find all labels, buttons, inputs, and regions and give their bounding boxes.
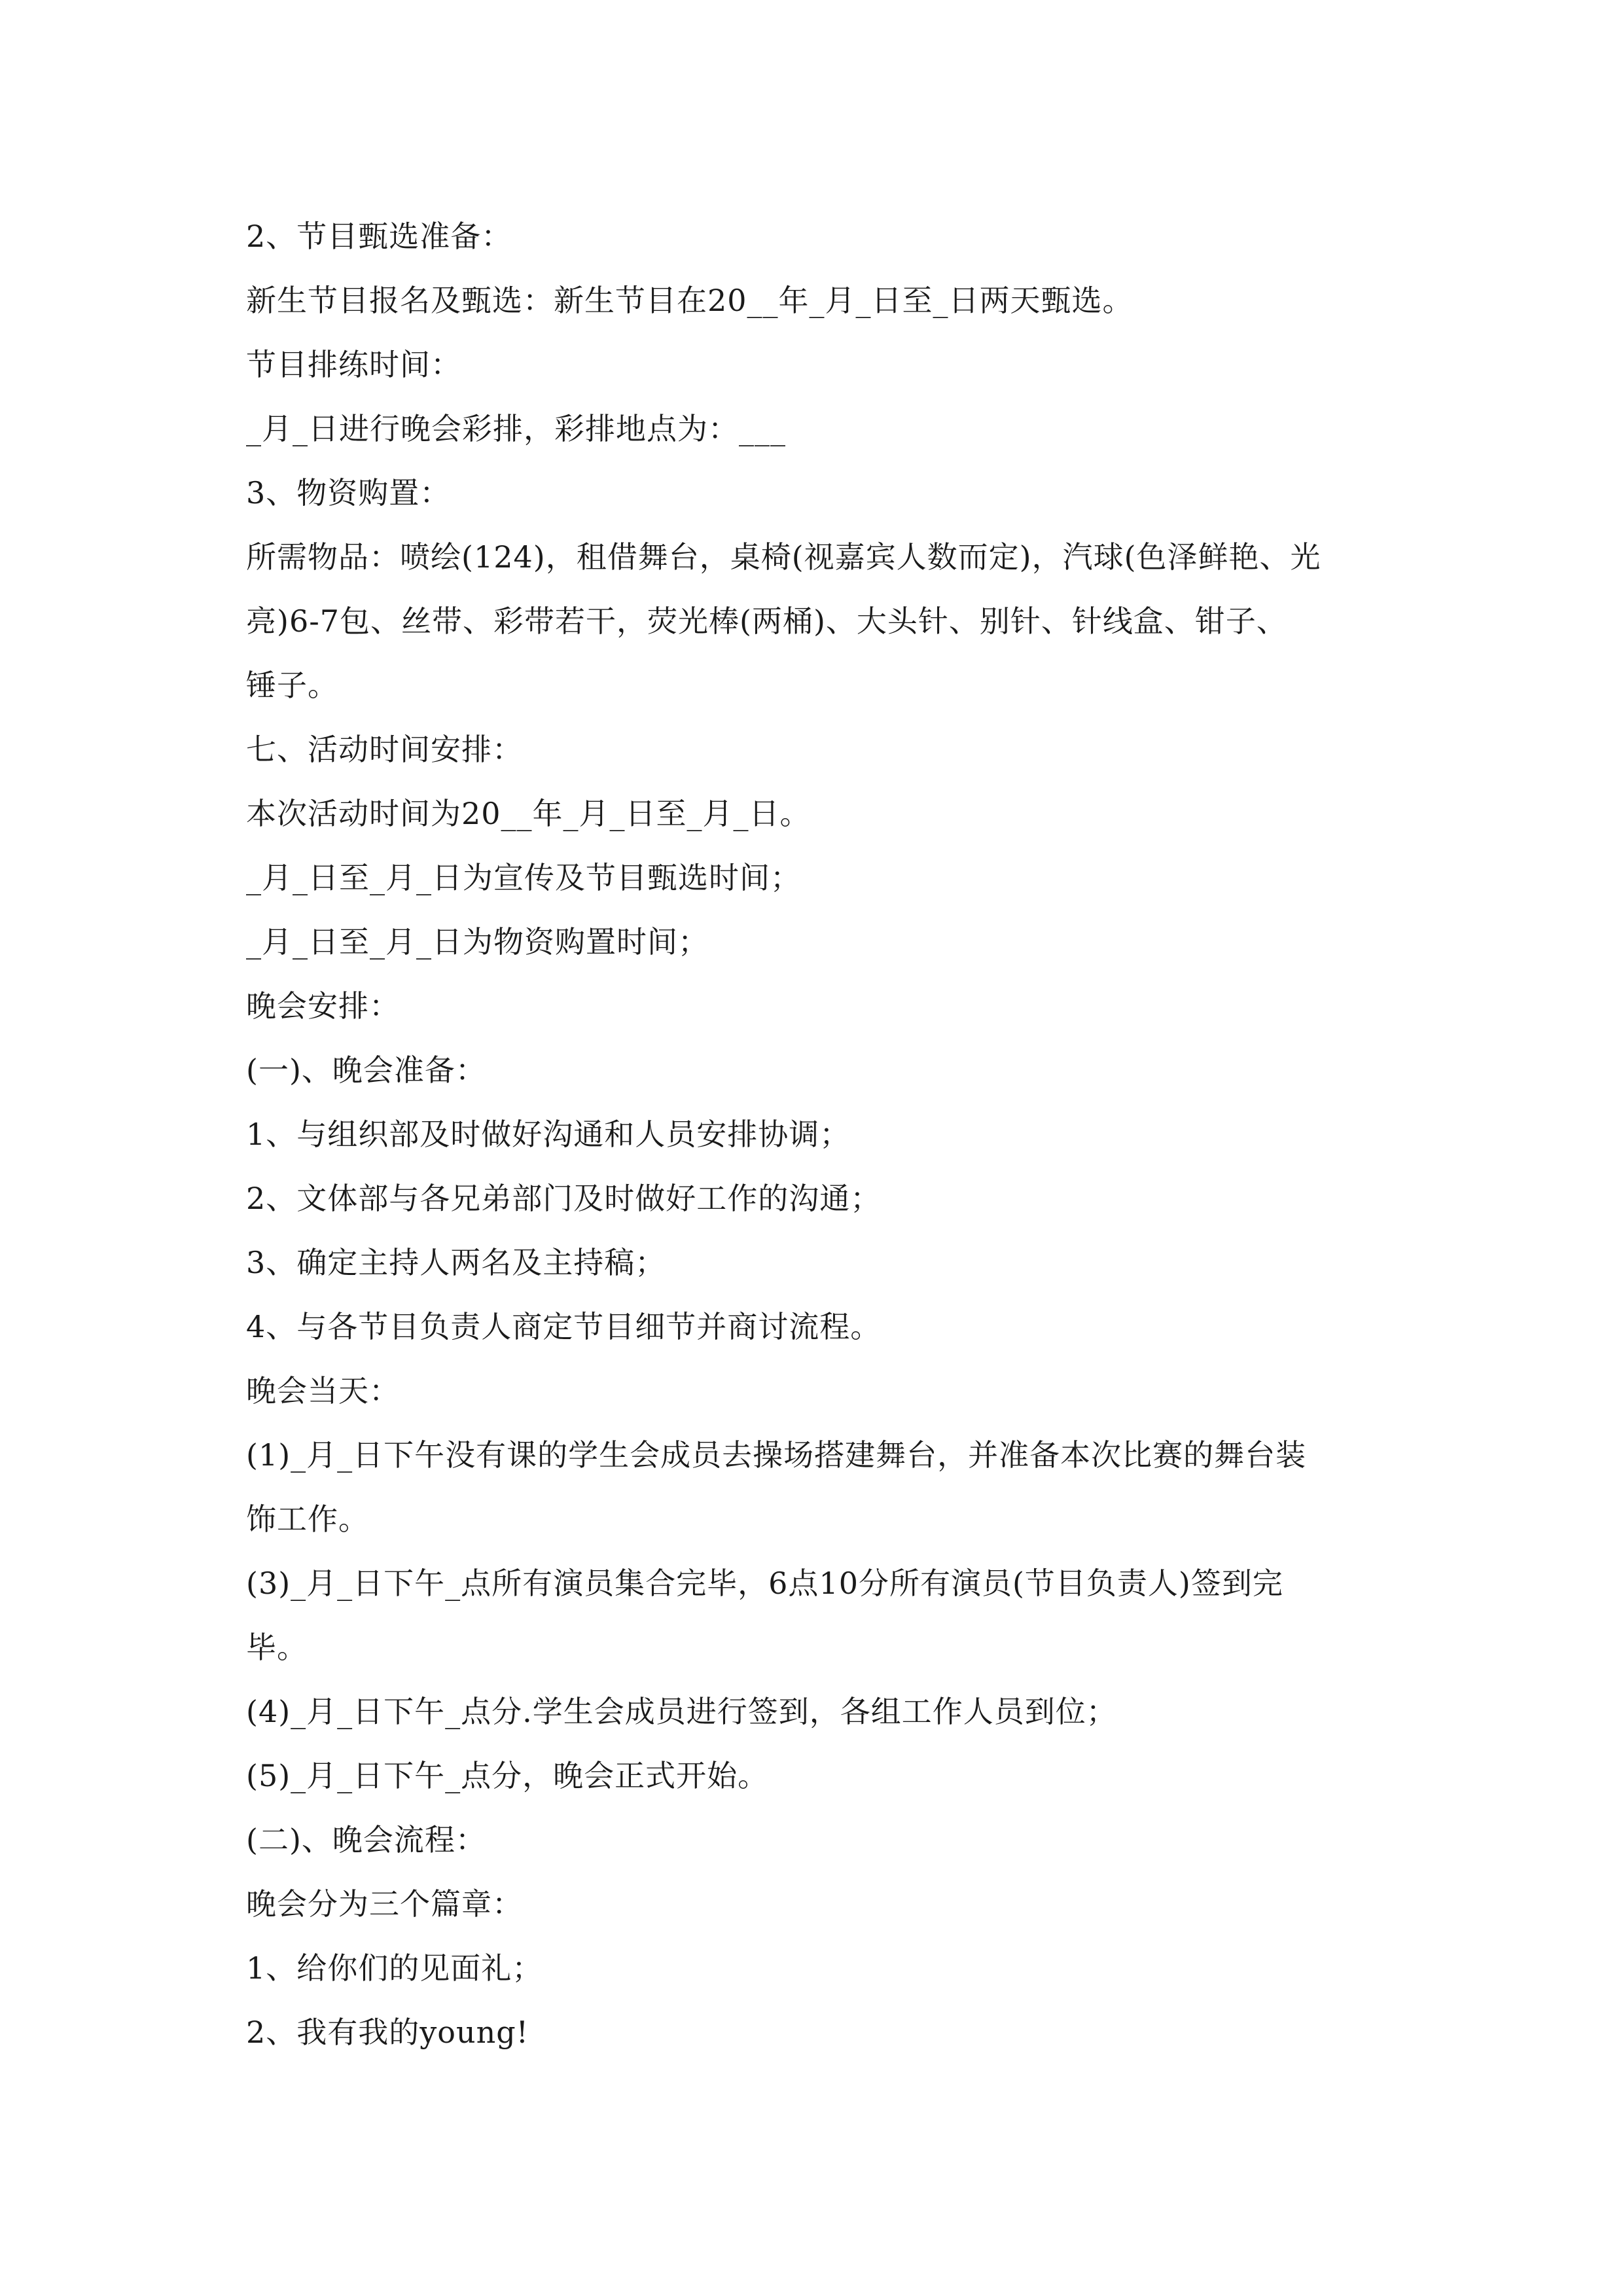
text-line: (一)、晚会准备：: [246, 1052, 486, 1088]
text-line: _月_日进行晚会彩排，彩排地点为：___: [246, 411, 786, 446]
text-line: 亮)6-7包、丝带、彩带若干，荧光棒(两桶)、大头针、别针、针线盒、钳子、: [246, 603, 1287, 639]
text-line: 1、给你们的见面礼；: [246, 1950, 543, 1986]
text-line: _月_日至_月_日为物资购置时间；: [246, 924, 709, 960]
text-line: 锤子。: [246, 668, 338, 703]
text-line: 七、活动时间安排：: [246, 732, 523, 767]
text-line: _月_日至_月_日为宣传及节目甄选时间；: [246, 860, 801, 895]
document-body: [246, 204, 1385, 2064]
text-line: 晚会当天：: [246, 1373, 400, 1408]
text-line: 所需物品：喷绘(124)，租借舞台，桌椅(视嘉宾人数而定)，汽球(色泽鲜艳、光: [246, 539, 1321, 575]
text-line: 3、物资购置：: [246, 475, 451, 511]
text-line: 2、文体部与各兄弟部门及时做好工作的沟通；: [246, 1181, 882, 1216]
text-line: 4、与各节目负责人商定节目细节并商讨流程。: [246, 1309, 882, 1344]
text-line: (二)、晚会流程：: [246, 1822, 486, 1857]
text-line: 饰工作。: [246, 1501, 369, 1537]
text-line: 晚会分为三个篇章：: [246, 1886, 523, 1922]
text-line: 节目排练时间：: [246, 347, 461, 382]
text-line: 3、确定主持人两名及主持稿；: [246, 1245, 666, 1280]
text-line: 1、与组织部及时做好沟通和人员安排协调；: [246, 1117, 851, 1152]
text-line: 毕。: [246, 1630, 308, 1665]
text-line: (4)_月_日下午_点分.学生会成员进行签到，各组工作人员到位；: [246, 1694, 1117, 1729]
text-line: 2、我有我的young!: [246, 2015, 529, 2050]
text-line: 2、节目甄选准备：: [246, 219, 512, 254]
text-line: (3)_月_日下午_点所有演员集合完毕，6点10分所有演员(节目负责人)签到完: [246, 1566, 1283, 1601]
text-line: (1)_月_日下午没有课的学生会成员去操场搭建舞台，并准备本次比赛的舞台装: [246, 1437, 1307, 1473]
text-line: 晚会安排：: [246, 988, 400, 1024]
text-line: 新生节目报名及甄选：新生节目在20__年_月_日至_日两天甄选。: [246, 283, 1133, 318]
text-line: (5)_月_日下午_点分，晚会正式开始。: [246, 1758, 769, 1793]
text-line: 本次活动时间为20__年_月_日至_月_日。: [246, 796, 811, 831]
